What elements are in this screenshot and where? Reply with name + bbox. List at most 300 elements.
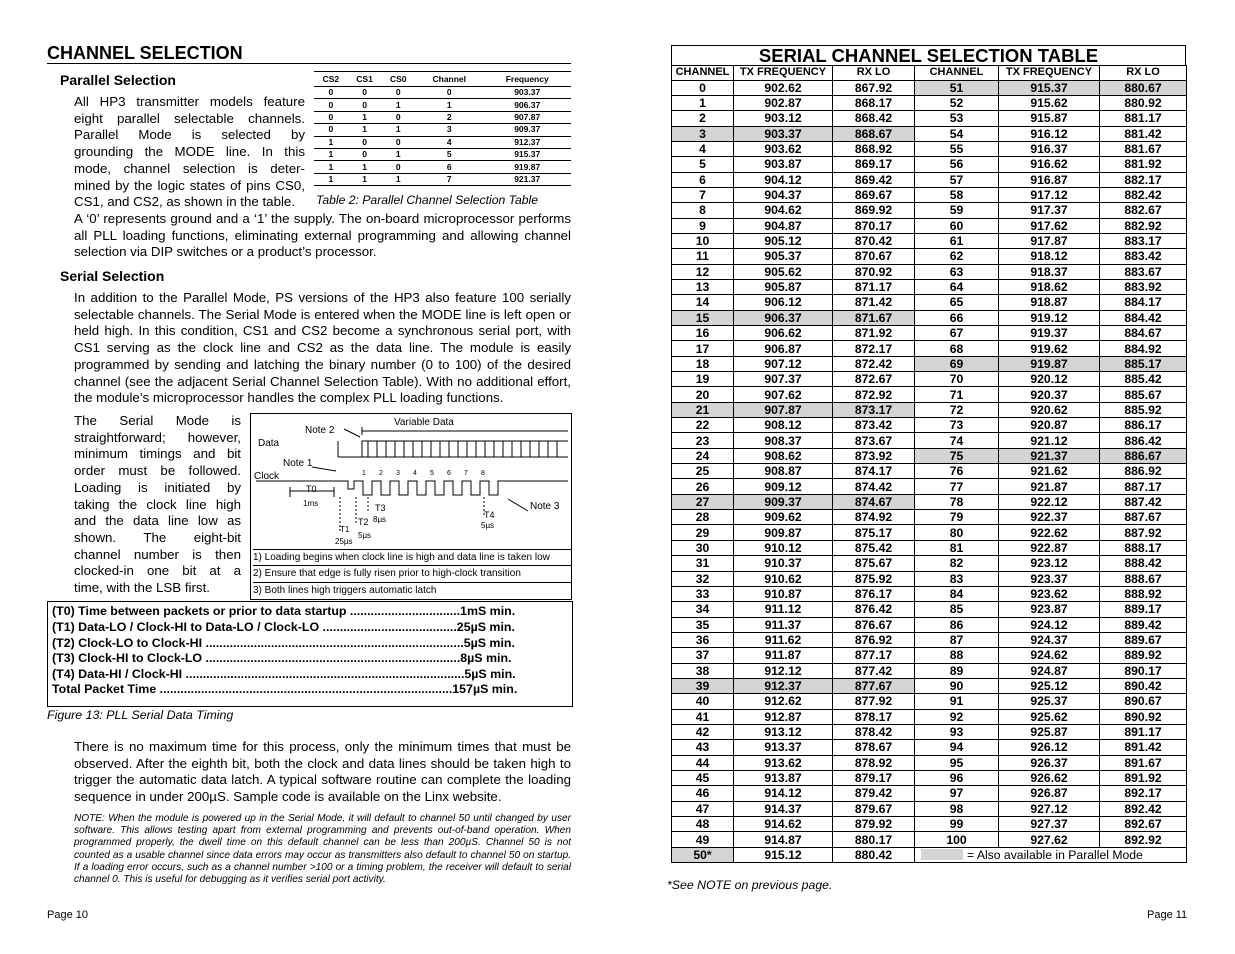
table-cell: 24 — [672, 448, 734, 463]
table-cell: 36 — [672, 632, 734, 647]
table-cell: 87 — [915, 632, 999, 647]
table-row — [672, 310, 1187, 325]
t0-label: T0 — [306, 484, 317, 494]
table-cell: 0 — [415, 87, 483, 99]
table-cell: 876.92 — [833, 632, 915, 647]
table-cell: 908.87 — [734, 464, 833, 479]
table-cell: 60 — [915, 218, 999, 233]
table-row — [672, 418, 1187, 433]
table-cell: 890.67 — [1100, 694, 1187, 709]
table-cell: 77 — [915, 479, 999, 494]
paragraph-line: channel number is then — [74, 546, 241, 562]
table-cell: 874.92 — [833, 510, 915, 525]
table-row — [314, 136, 571, 148]
table-cell: 75 — [915, 448, 999, 463]
table-row — [672, 510, 1187, 525]
table-row — [672, 448, 1187, 463]
parallel-col-header: Frequency — [483, 72, 571, 87]
table-cell: 871.67 — [833, 310, 915, 325]
table-row — [672, 709, 1187, 724]
table-cell: 50* — [672, 847, 734, 862]
serial-col-header: RX LO — [833, 66, 915, 81]
table-cell: 911.87 — [734, 648, 833, 663]
table-cell: 18 — [672, 356, 734, 371]
paragraph-line: shown. The eight-bit — [74, 529, 241, 545]
table-cell: 0 — [381, 136, 415, 148]
table-cell: 61 — [915, 233, 999, 248]
bit-number: 7 — [464, 470, 468, 477]
note2-label: Note 2 — [305, 425, 335, 436]
table-row — [672, 341, 1187, 356]
paragraph-line: and the data line low as — [74, 513, 241, 529]
serial-table-title: SERIAL CHANNEL SELECTION TABLE — [671, 45, 1186, 65]
parallel-col-header: CS0 — [381, 72, 415, 87]
table-cell: 905.87 — [734, 279, 833, 294]
closing-paragraph: There is no maximum time for this process, only the minimum times that must be observed. After the eighth bit, both the clock and data lines should be taken high to trigger the automatic data latch. A typical software routine can complete the loading sequence in under 200µS. Sample code is available on the Linx website. — [74, 739, 571, 805]
table-cell: 84 — [915, 586, 999, 601]
table-cell: 1 — [314, 148, 348, 160]
table-row — [314, 87, 571, 99]
table-row — [672, 648, 1187, 663]
table-cell: 93 — [915, 724, 999, 739]
table-cell: 45 — [672, 770, 734, 785]
parallel-col-header: CS2 — [314, 72, 348, 87]
bit-number: 5 — [430, 470, 434, 477]
table-cell: 880.92 — [1100, 95, 1187, 110]
table-cell: 868.17 — [833, 95, 915, 110]
table-cell: 869.42 — [833, 172, 915, 187]
table-row — [672, 279, 1187, 294]
table-cell: 925.37 — [999, 694, 1100, 709]
table-row — [672, 525, 1187, 540]
table-cell: 903.37 — [734, 126, 833, 141]
timing-spec-t2: (T2) Clock-LO to Clock-HI ...........................................................................5µS min. — [52, 636, 515, 650]
table-cell: 870.67 — [833, 249, 915, 264]
table-cell: 914.87 — [734, 832, 833, 847]
table-row — [672, 295, 1187, 310]
timing-spec-t4: (T4) Data-HI / Clock-HI .................................................................................5µS min. — [52, 667, 516, 681]
table-cell: 11 — [672, 249, 734, 264]
table-cell: 920.37 — [999, 387, 1100, 402]
table-cell: 67 — [915, 326, 999, 341]
table-cell: 912.37 — [734, 678, 833, 693]
table-cell: 919.87 — [999, 356, 1100, 371]
paragraph-line: All HP3 transmitter models feature — [74, 94, 305, 109]
table-cell: 32 — [672, 571, 734, 586]
table-cell: 867.92 — [833, 80, 915, 95]
timing-note-1: 1) Loading begins when clock line is high and data line is taken low — [253, 549, 571, 564]
table-cell: 882.92 — [1100, 218, 1187, 233]
table-row — [672, 571, 1187, 586]
figure-caption: Figure 13: PLL Serial Data Timing — [47, 708, 234, 722]
table-cell: 908.62 — [734, 448, 833, 463]
table-row — [672, 663, 1187, 678]
table-row — [672, 801, 1187, 816]
table-cell: 873.92 — [833, 448, 915, 463]
table-cell: 25 — [672, 464, 734, 479]
table-cell: 3 — [672, 126, 734, 141]
table-cell: 877.92 — [833, 694, 915, 709]
table-row — [672, 540, 1187, 555]
table-cell: 873.42 — [833, 418, 915, 433]
table-cell: 33 — [672, 586, 734, 601]
table-cell: 912.12 — [734, 663, 833, 678]
table-cell: 49 — [672, 832, 734, 847]
paragraph-line: grounding the MODE line. In this — [74, 144, 305, 160]
bit-number: 1 — [362, 470, 366, 477]
table-cell: 909.37 — [483, 124, 571, 136]
table-cell: 926.62 — [999, 770, 1100, 785]
table-cell: 47 — [672, 801, 734, 816]
table-cell: 918.62 — [999, 279, 1100, 294]
paragraph-line: The Serial Mode is — [74, 413, 241, 428]
timing-note-3: 3) Both lines high triggers automatic latch — [253, 582, 571, 597]
table-cell: 878.17 — [833, 709, 915, 724]
table-cell: 68 — [915, 341, 999, 356]
table-row — [672, 172, 1187, 187]
table-cell: 64 — [915, 279, 999, 294]
table-cell: 40 — [672, 694, 734, 709]
serial-paragraph: In addition to the Parallel Mode, PS versions of the HP3 also feature 100 serially selectable channels. The Serial Mode is entered when the MODE line is left open or held high. In this condition, CS1 and CS2 become a synchronous serial port, with CS1 serving as the clock line and CS2 as the data line. The module is easily programmed by sending and latching the binary number (0 to 100) of the desired channel (see the adjacent Serial Channel Selection Table). With no additional effort, the module’s microprocessor handles the complex PLL loading functions. — [74, 290, 571, 406]
serial-col-header: TX FREQUENCY — [734, 66, 833, 81]
table-cell: 922.87 — [999, 540, 1100, 555]
table-cell: 7 — [415, 173, 483, 185]
table-cell: 906.12 — [734, 295, 833, 310]
table-cell: 879.42 — [833, 786, 915, 801]
parallel-col-header: Channel — [415, 72, 483, 87]
table-cell: 914.12 — [734, 786, 833, 801]
table-cell: 0 — [381, 111, 415, 123]
table-cell: 65 — [915, 295, 999, 310]
t4-value: 5µs — [481, 521, 495, 530]
table-cell: 1 — [381, 173, 415, 185]
table-cell: 70 — [915, 372, 999, 387]
table-cell: 885.67 — [1100, 387, 1187, 402]
table-cell: 904.12 — [734, 172, 833, 187]
table-cell: 884.67 — [1100, 326, 1187, 341]
table-cell: 884.92 — [1100, 341, 1187, 356]
table-cell: 878.92 — [833, 755, 915, 770]
table-cell: 97 — [915, 786, 999, 801]
table-cell: 4 — [415, 136, 483, 148]
table-row — [314, 161, 571, 173]
table-cell: 57 — [915, 172, 999, 187]
clock-line-label: Clock — [254, 471, 280, 482]
table-cell: 918.37 — [999, 264, 1100, 279]
table-cell: 0 — [348, 148, 382, 160]
table-cell: 14 — [672, 295, 734, 310]
paragraph-line: taking the clock line high — [74, 496, 241, 512]
table-cell: 921.62 — [999, 464, 1100, 479]
paragraph-line: mined by the logic states of pins CS0, — [74, 177, 305, 193]
note-paragraph: NOTE: When the module is powered up in the Serial Mode, it will default to channel 50 until changed by user software. This allows testing apart from external programming and prevents out-of-band operation. When programmed properly, the dwell time on this default channel can be less than 200µS. Channel 50 is not counted as a usable channel since data errors may occur as transmitters also default to channel 50 on startup. If a loading error occurs, such as a channel number >100 or a timing problem, the receiver will default to serial channel 0. This is useful for debugging as it verifies serial port activity. — [74, 813, 571, 886]
parallel-heading: Parallel Selection — [60, 72, 176, 88]
table-cell: 890.42 — [1100, 678, 1187, 693]
table-cell: 81 — [915, 540, 999, 555]
table-cell: 903.37 — [483, 87, 571, 99]
table-cell: 917.87 — [999, 233, 1100, 248]
table-cell: 882.17 — [1100, 172, 1187, 187]
table-cell: 885.92 — [1100, 402, 1187, 417]
table-row — [672, 203, 1187, 218]
table-cell: 889.17 — [1100, 602, 1187, 617]
table-cell: 877.17 — [833, 648, 915, 663]
table-cell: 875.42 — [833, 540, 915, 555]
table-row — [672, 372, 1187, 387]
table-cell: 872.92 — [833, 387, 915, 402]
table-cell: 16 — [672, 326, 734, 341]
table-cell: 98 — [915, 801, 999, 816]
table-cell: 1 — [672, 95, 734, 110]
serial-channel-table-wrap — [671, 45, 1186, 863]
table-cell: 906.37 — [483, 99, 571, 111]
table-cell: 891.92 — [1100, 770, 1187, 785]
table-cell: 921.12 — [999, 433, 1100, 448]
table-row — [314, 111, 571, 123]
table-cell: 915.62 — [999, 95, 1100, 110]
table-row — [672, 80, 1187, 95]
table-cell: 910.87 — [734, 586, 833, 601]
table-cell: 52 — [915, 95, 999, 110]
table-cell: 887.42 — [1100, 494, 1187, 509]
serial-col-header: TX FREQUENCY — [999, 66, 1100, 81]
table-cell: 874.42 — [833, 479, 915, 494]
serial-col-header: CHANNEL — [915, 66, 999, 81]
bit-number: 2 — [379, 470, 383, 477]
table-cell: 916.62 — [999, 157, 1100, 172]
table-cell: 1 — [381, 124, 415, 136]
table-cell: 0 — [381, 87, 415, 99]
table-cell: 907.87 — [734, 402, 833, 417]
serial-channel-table — [671, 65, 1187, 863]
table-cell: 6 — [672, 172, 734, 187]
table-cell: 86 — [915, 617, 999, 632]
table-cell: 1 — [348, 161, 382, 173]
table-cell: 883.17 — [1100, 233, 1187, 248]
table-cell: 887.17 — [1100, 479, 1187, 494]
table-cell: 923.12 — [999, 556, 1100, 571]
table-cell: 924.62 — [999, 648, 1100, 663]
table-row — [672, 326, 1187, 341]
table-cell: 73 — [915, 418, 999, 433]
table-cell: 879.92 — [833, 817, 915, 832]
table-cell: 868.92 — [833, 141, 915, 156]
table-cell: 904.87 — [734, 218, 833, 233]
table-row — [672, 847, 1187, 862]
serial-paragraph-2 — [74, 413, 241, 597]
table-cell: 878.42 — [833, 724, 915, 739]
table-cell: 869.17 — [833, 157, 915, 172]
t3-label: T3 — [375, 503, 386, 513]
table-cell: 887.67 — [1100, 510, 1187, 525]
table-row — [672, 157, 1187, 172]
see-note: *See NOTE on previous page. — [667, 878, 833, 892]
table-cell: 890.17 — [1100, 663, 1187, 678]
table-cell: 911.37 — [734, 617, 833, 632]
table-cell: 0 — [314, 99, 348, 111]
table-row — [672, 387, 1187, 402]
table-cell: 920.62 — [999, 402, 1100, 417]
table-row — [314, 173, 571, 185]
table-cell: 78 — [915, 494, 999, 509]
table-cell: 915.87 — [999, 111, 1100, 126]
table-row — [672, 617, 1187, 632]
table-cell: 924.37 — [999, 632, 1100, 647]
table-cell: 30 — [672, 540, 734, 555]
table-cell: 888.17 — [1100, 540, 1187, 555]
table-cell: 903.87 — [734, 157, 833, 172]
table-cell: 69 — [915, 356, 999, 371]
table-row — [672, 141, 1187, 156]
table-cell: 913.12 — [734, 724, 833, 739]
table-cell: 34 — [672, 602, 734, 617]
table-cell: 76 — [915, 464, 999, 479]
table-cell: 48 — [672, 817, 734, 832]
table-cell: 926.37 — [999, 755, 1100, 770]
table-cell: 55 — [915, 141, 999, 156]
table-cell: 44 — [672, 755, 734, 770]
page-number-right: Page 11 — [1147, 909, 1188, 921]
table-cell: 915.37 — [999, 80, 1100, 95]
bit-number: 6 — [447, 470, 451, 477]
table-cell: 0 — [314, 124, 348, 136]
table-cell: 907.62 — [734, 387, 833, 402]
table-cell: 59 — [915, 203, 999, 218]
table-cell: 881.92 — [1100, 157, 1187, 172]
table-cell: 886.92 — [1100, 464, 1187, 479]
table-cell: 892.42 — [1100, 801, 1187, 816]
table-cell: 875.67 — [833, 556, 915, 571]
table-cell: 891.17 — [1100, 724, 1187, 739]
table-cell: 925.12 — [999, 678, 1100, 693]
table-cell: 892.92 — [1100, 832, 1187, 847]
table-row — [672, 264, 1187, 279]
table-cell: 890.92 — [1100, 709, 1187, 724]
table-cell: 906.37 — [734, 310, 833, 325]
table-cell: 4 — [672, 141, 734, 156]
table-row — [672, 111, 1187, 126]
table-cell: 871.42 — [833, 295, 915, 310]
table-row — [672, 602, 1187, 617]
table-cell: 0 — [348, 136, 382, 148]
table-cell: 926.87 — [999, 786, 1100, 801]
table-cell: 888.92 — [1100, 586, 1187, 601]
timing-note-2: 2) Ensure that edge is fully risen prior to high-clock transition — [253, 565, 571, 580]
table-cell: 100 — [915, 832, 999, 847]
table-cell: 924.87 — [999, 663, 1100, 678]
table-cell: 72 — [915, 402, 999, 417]
table-cell: 906.62 — [734, 326, 833, 341]
table-cell: 921.37 — [999, 448, 1100, 463]
variable-data-label: Variable Data — [394, 417, 454, 428]
table-cell: 90 — [915, 678, 999, 693]
legend-text: = Also available in Parallel Mode — [967, 847, 1143, 862]
table-cell: 880.42 — [833, 847, 915, 862]
t2-value: 5µs — [358, 531, 372, 540]
table-cell: 882.42 — [1100, 187, 1187, 202]
page-number-left: Page 10 — [47, 909, 88, 921]
table-cell: 868.67 — [833, 126, 915, 141]
table-cell: 869.92 — [833, 203, 915, 218]
table-cell: 46 — [672, 786, 734, 801]
table-cell: 79 — [915, 510, 999, 525]
table-cell: 874.17 — [833, 464, 915, 479]
table-cell: 892.17 — [1100, 786, 1187, 801]
table-cell: 875.92 — [833, 571, 915, 586]
table-cell: 869.67 — [833, 187, 915, 202]
table-cell: 26 — [672, 479, 734, 494]
table-cell: 883.42 — [1100, 249, 1187, 264]
table-cell: 923.62 — [999, 586, 1100, 601]
table-cell: 880.17 — [833, 832, 915, 847]
table-cell: 17 — [672, 341, 734, 356]
table-cell: 876.67 — [833, 617, 915, 632]
table-row — [672, 832, 1187, 847]
table-cell: 919.62 — [999, 341, 1100, 356]
table-cell: 1 — [381, 148, 415, 160]
table-cell: 88 — [915, 648, 999, 663]
timing-spec-t3: (T3) Clock-HI to Clock-LO ..........................................................................8µS min. — [52, 651, 512, 665]
table-cell: 19 — [672, 372, 734, 387]
table-row — [672, 694, 1187, 709]
timing-spec-t1: (T1) Data-LO / Clock-HI to Data-LO / Clock-LO .......................................25µS min. — [52, 620, 515, 634]
table-cell: 919.37 — [999, 326, 1100, 341]
table-cell: 881.42 — [1100, 126, 1187, 141]
table-cell: 914.37 — [734, 801, 833, 816]
table-cell: 85 — [915, 602, 999, 617]
table-cell: 876.42 — [833, 602, 915, 617]
table-cell: 1 — [348, 111, 382, 123]
table-cell: 0 — [381, 161, 415, 173]
table-cell: 885.42 — [1100, 372, 1187, 387]
table-cell: 911.12 — [734, 602, 833, 617]
table-cell: 51 — [915, 80, 999, 95]
table-cell: 0 — [348, 87, 382, 99]
table-cell: 35 — [672, 617, 734, 632]
table-row — [672, 464, 1187, 479]
table-row — [672, 433, 1187, 448]
table-cell: 53 — [915, 111, 999, 126]
table-row — [672, 786, 1187, 801]
t1-label: T1 — [340, 525, 350, 534]
table-cell: 870.92 — [833, 264, 915, 279]
table-cell: 907.87 — [483, 111, 571, 123]
bit-number: 3 — [396, 470, 400, 477]
table-row — [672, 95, 1187, 110]
table-cell: 919.87 — [483, 161, 571, 173]
table-cell: 922.37 — [999, 510, 1100, 525]
table-row — [672, 356, 1187, 371]
table-row — [672, 126, 1187, 141]
table-row — [314, 148, 571, 160]
table-row — [672, 724, 1187, 739]
table-row — [314, 124, 571, 136]
table-row — [672, 770, 1187, 785]
table-cell: 873.17 — [833, 402, 915, 417]
table-cell: 63 — [915, 264, 999, 279]
paragraph-line: minimum timings and bit — [74, 446, 241, 462]
table-cell: 879.67 — [833, 801, 915, 816]
table-cell: 918.87 — [999, 295, 1100, 310]
table-cell: 913.87 — [734, 770, 833, 785]
table-row — [314, 99, 571, 111]
table-cell: 871.17 — [833, 279, 915, 294]
table-cell: 915.12 — [734, 847, 833, 862]
table-cell: 905.62 — [734, 264, 833, 279]
table-cell: 910.12 — [734, 540, 833, 555]
table-cell: 870.42 — [833, 233, 915, 248]
table-cell: 915.37 — [483, 148, 571, 160]
